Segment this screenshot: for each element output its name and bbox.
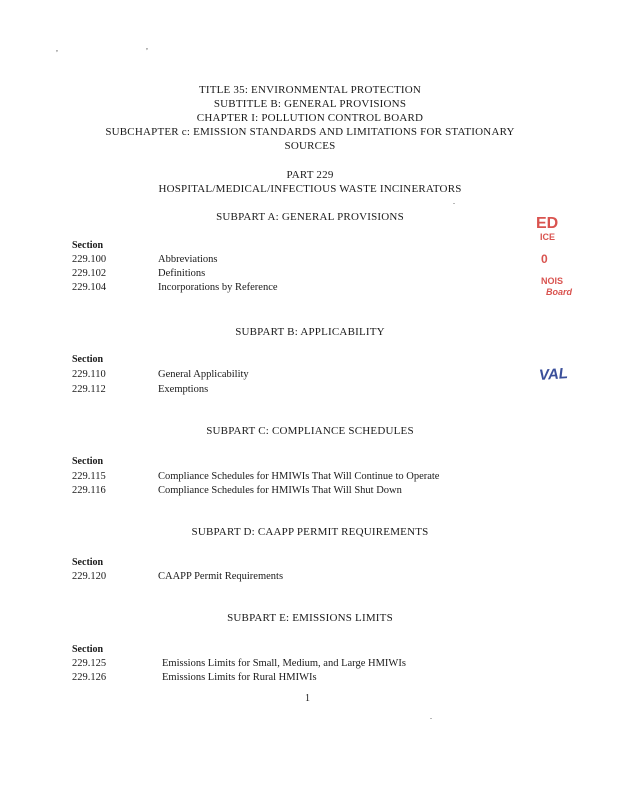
section-number: 229.102 — [72, 268, 107, 279]
subpart-b-heading: SUBPART B: APPLICABILITY — [235, 326, 385, 338]
section-title: Compliance Schedules for HMIWIs That Will Continue to Operate — [158, 471, 440, 482]
scan-mark: , — [56, 44, 58, 53]
table-row — [72, 672, 532, 686]
table-row — [72, 485, 532, 499]
subtitle-line: SUBTITLE B: GENERAL PROVISIONS — [213, 98, 407, 110]
subpart-d-heading: SUBPART D: CAAPP PERMIT REQUIREMENTS — [191, 526, 429, 538]
part-number: PART 229 — [286, 169, 334, 181]
section-number: 229.104 — [72, 282, 107, 293]
table-row — [72, 658, 532, 672]
subpart-a-heading: SUBPART A: GENERAL PROVISIONS — [216, 211, 404, 223]
section-label: Section — [72, 456, 104, 467]
subpart-e-heading: SUBPART E: EMISSIONS LIMITS — [227, 612, 393, 624]
table-row — [72, 282, 532, 296]
scan-mark: , — [146, 42, 148, 51]
section-title: Emissions Limits for Small, Medium, and Large HMIWIs — [162, 658, 406, 669]
section-label: Section — [72, 240, 104, 251]
section-title: Abbreviations — [158, 254, 218, 265]
stamp-text: NOIS — [541, 276, 564, 286]
table-row — [72, 254, 532, 268]
approval-stamp-text: VAL — [538, 365, 569, 384]
section-title: Incorporations by Reference — [158, 282, 278, 293]
chapter-line: CHAPTER I: POLLUTION CONTROL BOARD — [196, 112, 424, 124]
table-row — [72, 571, 532, 585]
section-title: Emissions Limits for Rural HMIWIs — [162, 672, 317, 683]
section-title: General Applicability — [158, 369, 249, 380]
scan-mark: . — [453, 197, 455, 206]
section-number: 229.110 — [72, 369, 106, 380]
table-row — [72, 369, 532, 383]
stamp-text: ED — [536, 215, 559, 232]
subchapter-line: SUBCHAPTER c: EMISSION STANDARDS AND LIMITATIONS FOR STATIONARY — [105, 126, 515, 138]
page-number: 1 — [305, 693, 310, 704]
table-row — [72, 471, 532, 485]
section-number: 229.116 — [72, 485, 106, 496]
section-number: 229.115 — [72, 471, 106, 482]
section-title: Compliance Schedules for HMIWIs That Will Shut Down — [158, 485, 402, 496]
section-number: 229.125 — [72, 658, 107, 669]
stamp-text: ICE — [540, 232, 556, 242]
table-row — [72, 384, 532, 398]
table-row — [72, 268, 532, 282]
section-label: Section — [72, 557, 104, 568]
section-title: CAAPP Permit Requirements — [158, 571, 284, 582]
section-number: 229.120 — [72, 571, 107, 582]
scan-mark: . — [430, 712, 432, 721]
subpart-c-heading: SUBPART C: COMPLIANCE SCHEDULES — [206, 425, 414, 437]
section-label: Section — [72, 354, 104, 365]
section-title: Definitions — [158, 268, 206, 279]
section-number: 229.100 — [72, 254, 107, 265]
stamp-text: 0 — [541, 252, 548, 266]
stamp-text: Board — [546, 287, 573, 297]
section-number: 229.126 — [72, 672, 107, 683]
section-number: 229.112 — [72, 384, 106, 395]
subchapter-line-2: SOURCES — [284, 140, 336, 152]
section-title: Exemptions — [158, 384, 209, 395]
section-label: Section — [72, 644, 104, 655]
title-line: TITLE 35: ENVIRONMENTAL PROTECTION — [198, 84, 422, 96]
part-name: HOSPITAL/MEDICAL/INFECTIOUS WASTE INCINERATORS — [158, 183, 462, 195]
